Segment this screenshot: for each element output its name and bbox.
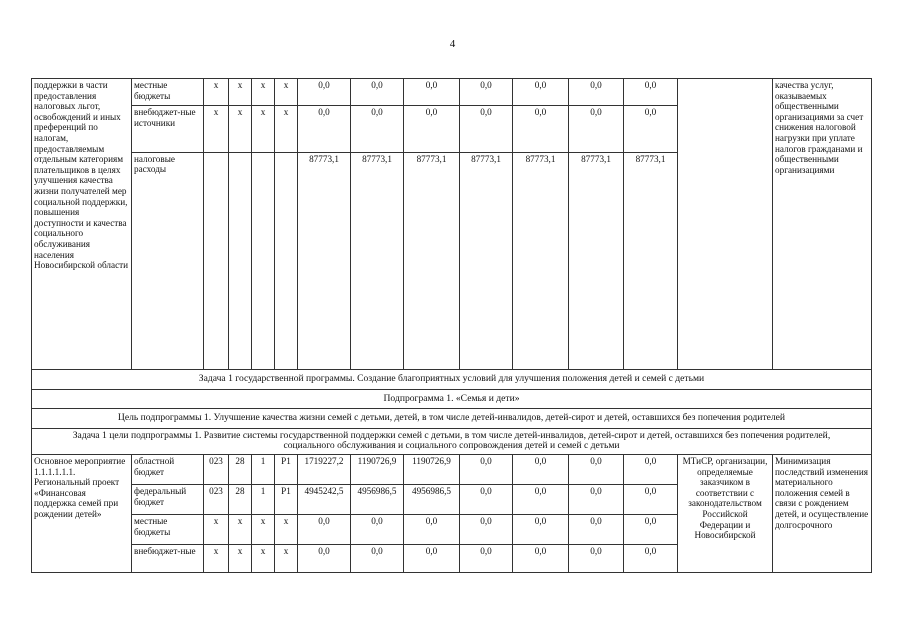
table-row: местные бюджеты x x x x 0,0 0,0 0,0 0,0 0,0 0,0 0,0: [32, 514, 872, 544]
executor-cell: МТиСР, организации, определяемые заказчиком в соответствии с законодательством Российской Федерации и Новосибирской: [678, 454, 773, 572]
table-row: Основное мероприятие 1.1.1.1.1.1. Региональный проект «Финансовая поддержка семей при рождении детей» областной бюджет 023 28 1 P1 1719227,2 1190726,9 1190726,9 0,0 0,0 0,0 0,0 МТиСР, организации, определяемые заказчиком в соответствии с законодательством Российской Федерации и Новосибирской Минимизация последствий изменения материального положения семей в связи с рождением детей, и осуществление долгосрочного: [32, 454, 872, 484]
subprogram-heading: Подпрограмма 1. «Семья и дети»: [32, 389, 872, 409]
table-row: [32, 389, 872, 409]
table-row: поддержки в части предоставления налоговых льгот, освобождений и иных преференций по налогам, предоставляемым отдельным категориям плательщиков в целях улучшения качества жизни получателей мер социальной поддержки, повышения доступности и качества социального обслуживания населения Новосибирской области местные бюджеты x x x x 0,0 0,0 0,0 0,0 0,0 0,0 0,0 качества услуг, оказываемых общественными организациями за счет снижения налоговой нагрузки при уплате налогов гражданами и общественными организациями: [32, 79, 872, 106]
program-table: [31, 78, 872, 573]
goal-heading: Цель подпрограммы 1. Улучшение качества жизни семей с детьми, детей, в том числе детей-инвалидов, детей-сирот и детей, оставшихся без попечения родителей: [32, 409, 872, 429]
measure-description: Основное мероприятие 1.1.1.1.1.1. Региональный проект «Финансовая поддержка семей при рождении детей»: [32, 454, 132, 572]
funding-source: федеральный бюджет: [132, 484, 204, 514]
funding-source: местные бюджеты: [132, 514, 204, 544]
funding-source: местные бюджеты: [132, 79, 204, 106]
page-number: 4: [449, 38, 456, 50]
expected-result: качества услуг, оказываемых общественными организациями за счет снижения налоговой нагрузки при уплате налогов гражданами и общественными организациями: [773, 79, 872, 370]
task-sp-heading: Задача 1 цели подпрограммы 1. Развитие системы государственной поддержки семей с детьми, в том числе детей-инвалидов, детей-сирот и детей, оставшихся без попечения родителей, социального обслуживания и социального сопровождения детей и семей с детьми: [32, 428, 872, 454]
funding-source: налоговые расходы: [132, 152, 204, 369]
table-row: внебюджет-ные источники x x x x 0,0 0,0 0,0 0,0 0,0 0,0 0,0: [32, 106, 872, 152]
table-row: налоговые расходы 87773,1 87773,1 87773,1 87773,1 87773,1 87773,1 87773,1: [32, 152, 872, 369]
expected-result: Минимизация последствий изменения материального положения семей в связи с рождением детей, и осуществление долгосрочного: [773, 454, 872, 572]
table-row: [32, 409, 872, 429]
executor-cell: [678, 79, 773, 370]
table-row: федеральный бюджет 023 28 1 P1 4945242,5 4956986,5 4956986,5 0,0 0,0 0,0 0,0: [32, 484, 872, 514]
table-row: [32, 428, 872, 454]
measure-description: поддержки в части предоставления налоговых льгот, освобождений и иных преференций по налогам, предоставляемым отдельным категориям плательщиков в целях улучшения качества жизни получателей мер социальной поддержки, повышения доступности и качества социального обслуживания населения Новосибирской области: [32, 79, 132, 370]
funding-source: внебюджет-ные источники: [132, 106, 204, 152]
table-row: внебюджет-ные x x x x 0,0 0,0 0,0 0,0 0,0 0,0 0,0: [32, 544, 872, 572]
funding-source: внебюджет-ные: [132, 544, 204, 572]
task-gp-heading: Задача 1 государственной программы. Создание благоприятных условий для улучшения положения детей и семей с детьми: [32, 370, 872, 390]
table-row: [32, 370, 872, 390]
funding-source: областной бюджет: [132, 454, 204, 484]
